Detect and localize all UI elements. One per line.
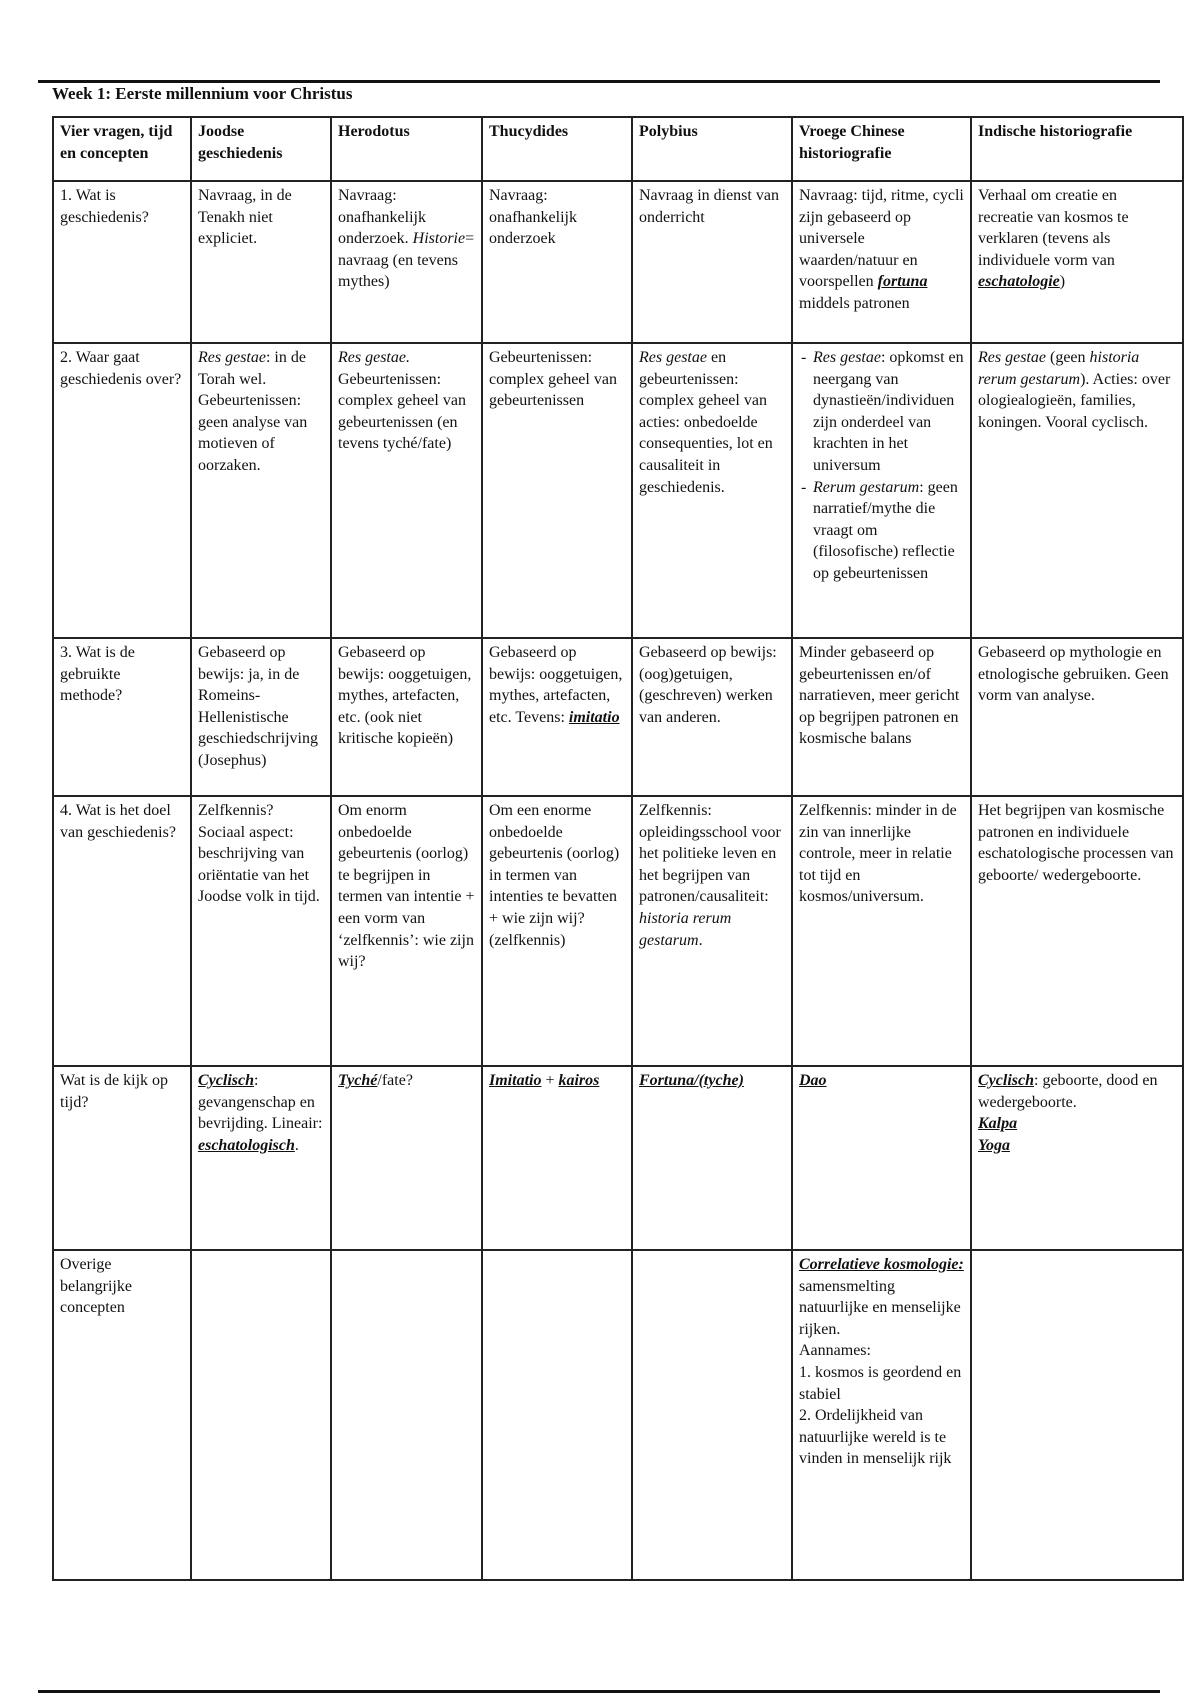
- bottom-rule: [38, 1690, 1160, 1693]
- table-row: [53, 796, 1183, 1066]
- row-question: Overige belangrijke concepten: [53, 1250, 191, 1580]
- row-question: 2. Waar gaat geschiedenis over?: [53, 343, 191, 638]
- cell-text: eschatologie: [978, 273, 1060, 291]
- cell-text: : geboorte, dood en wedergeboorte.: [978, 1072, 1158, 1111]
- row-question: 3. Wat is de gebruikte methode?: [53, 638, 191, 796]
- cell-text: Res gestae: [198, 349, 266, 366]
- page-title: Week 1: Eerste millennium voor Christus: [52, 84, 353, 103]
- header-cell: Thucydides: [482, 117, 632, 181]
- cell-text: Navraag: onafhankelijk onderzoek.: [338, 187, 426, 248]
- cell-indisch: [971, 343, 1183, 638]
- cell-text: Res gestae: [639, 349, 707, 366]
- cell-polybius: Gebaseerd op bewijs: (oog)getuigen, (geschreven) werken van anderen.: [632, 638, 792, 796]
- cell-text: .: [294, 1136, 299, 1154]
- cell-chinese: [792, 343, 971, 638]
- header-cell: Herodotus: [331, 117, 482, 181]
- cell-text: +: [541, 1072, 559, 1089]
- cell-thucydides: [482, 1066, 632, 1250]
- cell-text: Gebaseerd op bewijs: ooggetuigen, mythes, artefacten, etc. Tevens:: [489, 644, 623, 726]
- cell-joods: [191, 343, 331, 638]
- cell-polybius: [632, 1250, 792, 1580]
- table-row: [53, 638, 1183, 796]
- cell-text: : geen narratief/mythe die vraagt om (filosofische) reflectie op gebeurtenissen: [813, 478, 958, 582]
- cell-thucydides: [482, 1250, 632, 1580]
- row-question: 1. Wat is geschiedenis?: [53, 181, 191, 343]
- cell-text: Zelfkennis: opleidingsschool voor het politieke leven en het begrijpen van patronen/causaliteit:: [639, 802, 781, 906]
- cell-joods: Zelfkennis? Sociaal aspect: beschrijving van oriëntatie van het Joodse volk in tijd.: [191, 796, 331, 1066]
- cell-indisch: [971, 1250, 1183, 1580]
- cell-indisch: [971, 1066, 1183, 1250]
- cell-herodotus: Gebaseerd op bewijs: ooggetuigen, mythes, artefacten, etc. (ook niet kritische kopieën): [331, 638, 482, 796]
- cell-chinese: Zelfkennis: minder in de zin van innerlijke controle, meer in relatie tot tijd en kosmos/universum.: [792, 796, 971, 1066]
- history-table: [52, 116, 1184, 1581]
- cell-joods: [191, 1066, 331, 1250]
- header-cell: Vroege Chinese historiografie: [792, 117, 971, 181]
- cell-text: : opkomst en neergang van dynastieën/individuen zijn onderdeel van krachten in het universum: [813, 349, 964, 474]
- cell-herodotus: [331, 343, 482, 638]
- cell-thucydides: Om een enorme onbedoelde gebeurtenis (oorlog) in termen van intenties te bevatten + wie zijn wij? (zelfkennis): [482, 796, 632, 1066]
- cell-text: eschatologisch: [198, 1136, 295, 1154]
- cell-text: Correlatieve kosmologie:: [799, 1256, 964, 1273]
- table-row: [53, 1066, 1183, 1250]
- top-rule: [38, 80, 1160, 83]
- cell-text: Imitatio: [489, 1072, 542, 1089]
- cell-herodotus: Om enorm onbedoelde gebeurtenis (oorlog) te begrijpen in termen van intentie + een vorm van ‘zelfkennis’: wie zijn wij?: [331, 796, 482, 1066]
- cell-text: fortuna: [877, 273, 928, 291]
- table-row: [53, 1250, 1183, 1580]
- header-cell: Vier vragen, tijd en concepten: [53, 117, 191, 181]
- cell-text: ). Acties: over ologiealogieën, families, koningen. Vooral cyclisch.: [978, 370, 1171, 431]
- header-cell: Joodse geschiedenis: [191, 117, 331, 181]
- cell-text: Dao: [799, 1072, 827, 1089]
- cell-text: Rerum gestarum: [813, 478, 920, 496]
- cell-thucydides: Gebeurtenissen: complex geheel van gebeurtenissen: [482, 343, 632, 638]
- cell-text: Navraag: tijd, ritme, cycli zijn gebaseerd op universele waarden/natuur en voorspellen: [799, 187, 964, 291]
- header-cell: Polybius: [632, 117, 792, 181]
- cell-text: Cyclisch: [198, 1072, 254, 1089]
- row-question: Wat is de kijk op tijd?: [53, 1066, 191, 1250]
- cell-text: Tyché: [338, 1072, 378, 1089]
- cell-thucydides: [482, 638, 632, 796]
- table-header-row: [53, 117, 1183, 181]
- header-cell: Indische historiografie: [971, 117, 1183, 181]
- cell-thucydides: Navraag: onafhankelijk onderzoek: [482, 181, 632, 343]
- cell-text: Res gestae.: [338, 349, 410, 366]
- cell-text: historia rerum gestarum: [639, 909, 732, 949]
- cell-chinese: [792, 1250, 971, 1580]
- cell-text: Historie: [412, 230, 466, 248]
- cell-text: : in de Torah wel. Gebeurtenissen: geen analyse van motieven of oorzaken.: [198, 349, 308, 474]
- cell-chinese: [792, 1066, 971, 1250]
- cell-text: kairos: [558, 1072, 600, 1089]
- cell-text: : gevangenschap en bevrijding. Lineair:: [198, 1072, 323, 1133]
- cell-joods: [191, 1250, 331, 1580]
- list-item: [813, 347, 964, 477]
- cell-text: 2. Ordelijkheid van natuurlijke wereld is te vinden in menselijk rijk: [799, 1407, 952, 1468]
- cell-chinese: Minder gebaseerd op gebeurtenissen en/of narratieven, meer gericht op begrijpen patronen en kosmische balans: [792, 638, 971, 796]
- cell-text: /fate?: [377, 1072, 413, 1089]
- cell-herodotus: [331, 1066, 482, 1250]
- cell-text: historia rerum gestarum: [978, 349, 1140, 388]
- cell-indisch: Gebaseerd op mythologie en etnologische gebruiken. Geen vorm van analyse.: [971, 638, 1183, 796]
- cell-polybius: [632, 1066, 792, 1250]
- table-row: [53, 343, 1183, 638]
- cell-text: Yoga: [978, 1136, 1010, 1154]
- cell-joods: Navraag, in de Tenakh niet expliciet.: [191, 181, 331, 343]
- row-question: 4. Wat is het doel van geschiedenis?: [53, 796, 191, 1066]
- cell-text: Res gestae: [978, 349, 1046, 366]
- cell-polybius: Navraag in dienst van onderricht: [632, 181, 792, 343]
- cell-text: imitatio: [568, 708, 620, 726]
- cell-herodotus: [331, 1250, 482, 1580]
- cell-chinese: [792, 181, 971, 343]
- cell-herodotus: [331, 181, 482, 343]
- cell-text: Res gestae: [813, 349, 881, 366]
- cell-text: Kalpa: [978, 1115, 1018, 1133]
- cell-polybius: [632, 796, 792, 1066]
- cell-text: Fortuna/(tyche): [639, 1072, 744, 1089]
- cell-text: en gebeurtenissen: complex geheel van acties: onbedoelde consequenties, lot en causaliteit in geschiedenis.: [639, 349, 773, 496]
- cell-text: (geen: [1045, 349, 1090, 366]
- cell-polybius: [632, 343, 792, 638]
- cell-text: samensmelting natuurlijke en menselijke rijken.: [799, 1277, 961, 1338]
- cell-text: Gebeurtenissen: complex geheel van gebeurtenissen (en tevens tyché/fate): [338, 370, 466, 453]
- cell-text: 1. kosmos is geordend en stabiel: [799, 1363, 962, 1403]
- cell-text: .: [698, 931, 703, 949]
- cell-indisch: [971, 181, 1183, 343]
- dash-list: [799, 347, 964, 585]
- cell-text: ): [1059, 273, 1066, 291]
- cell-text: Verhaal om creatie en recreatie van kosmos te verklaren (tevens als individuele vorm van: [978, 187, 1129, 269]
- cell-indisch: Het begrijpen van kosmische patronen en individuele eschatologische processen van geboorte/ wedergeboorte.: [971, 796, 1183, 1066]
- cell-text: Aannames:: [799, 1342, 871, 1360]
- cell-joods: Gebaseerd op bewijs: ja, in de Romeins-Hellenistische geschiedschrijving (Josephus): [191, 638, 331, 796]
- list-item: [813, 477, 964, 585]
- table-row: [53, 181, 1183, 343]
- cell-text: middels patronen: [799, 294, 910, 312]
- cell-text: = navraag (en tevens mythes): [338, 230, 475, 291]
- cell-text: Cyclisch: [978, 1072, 1034, 1089]
